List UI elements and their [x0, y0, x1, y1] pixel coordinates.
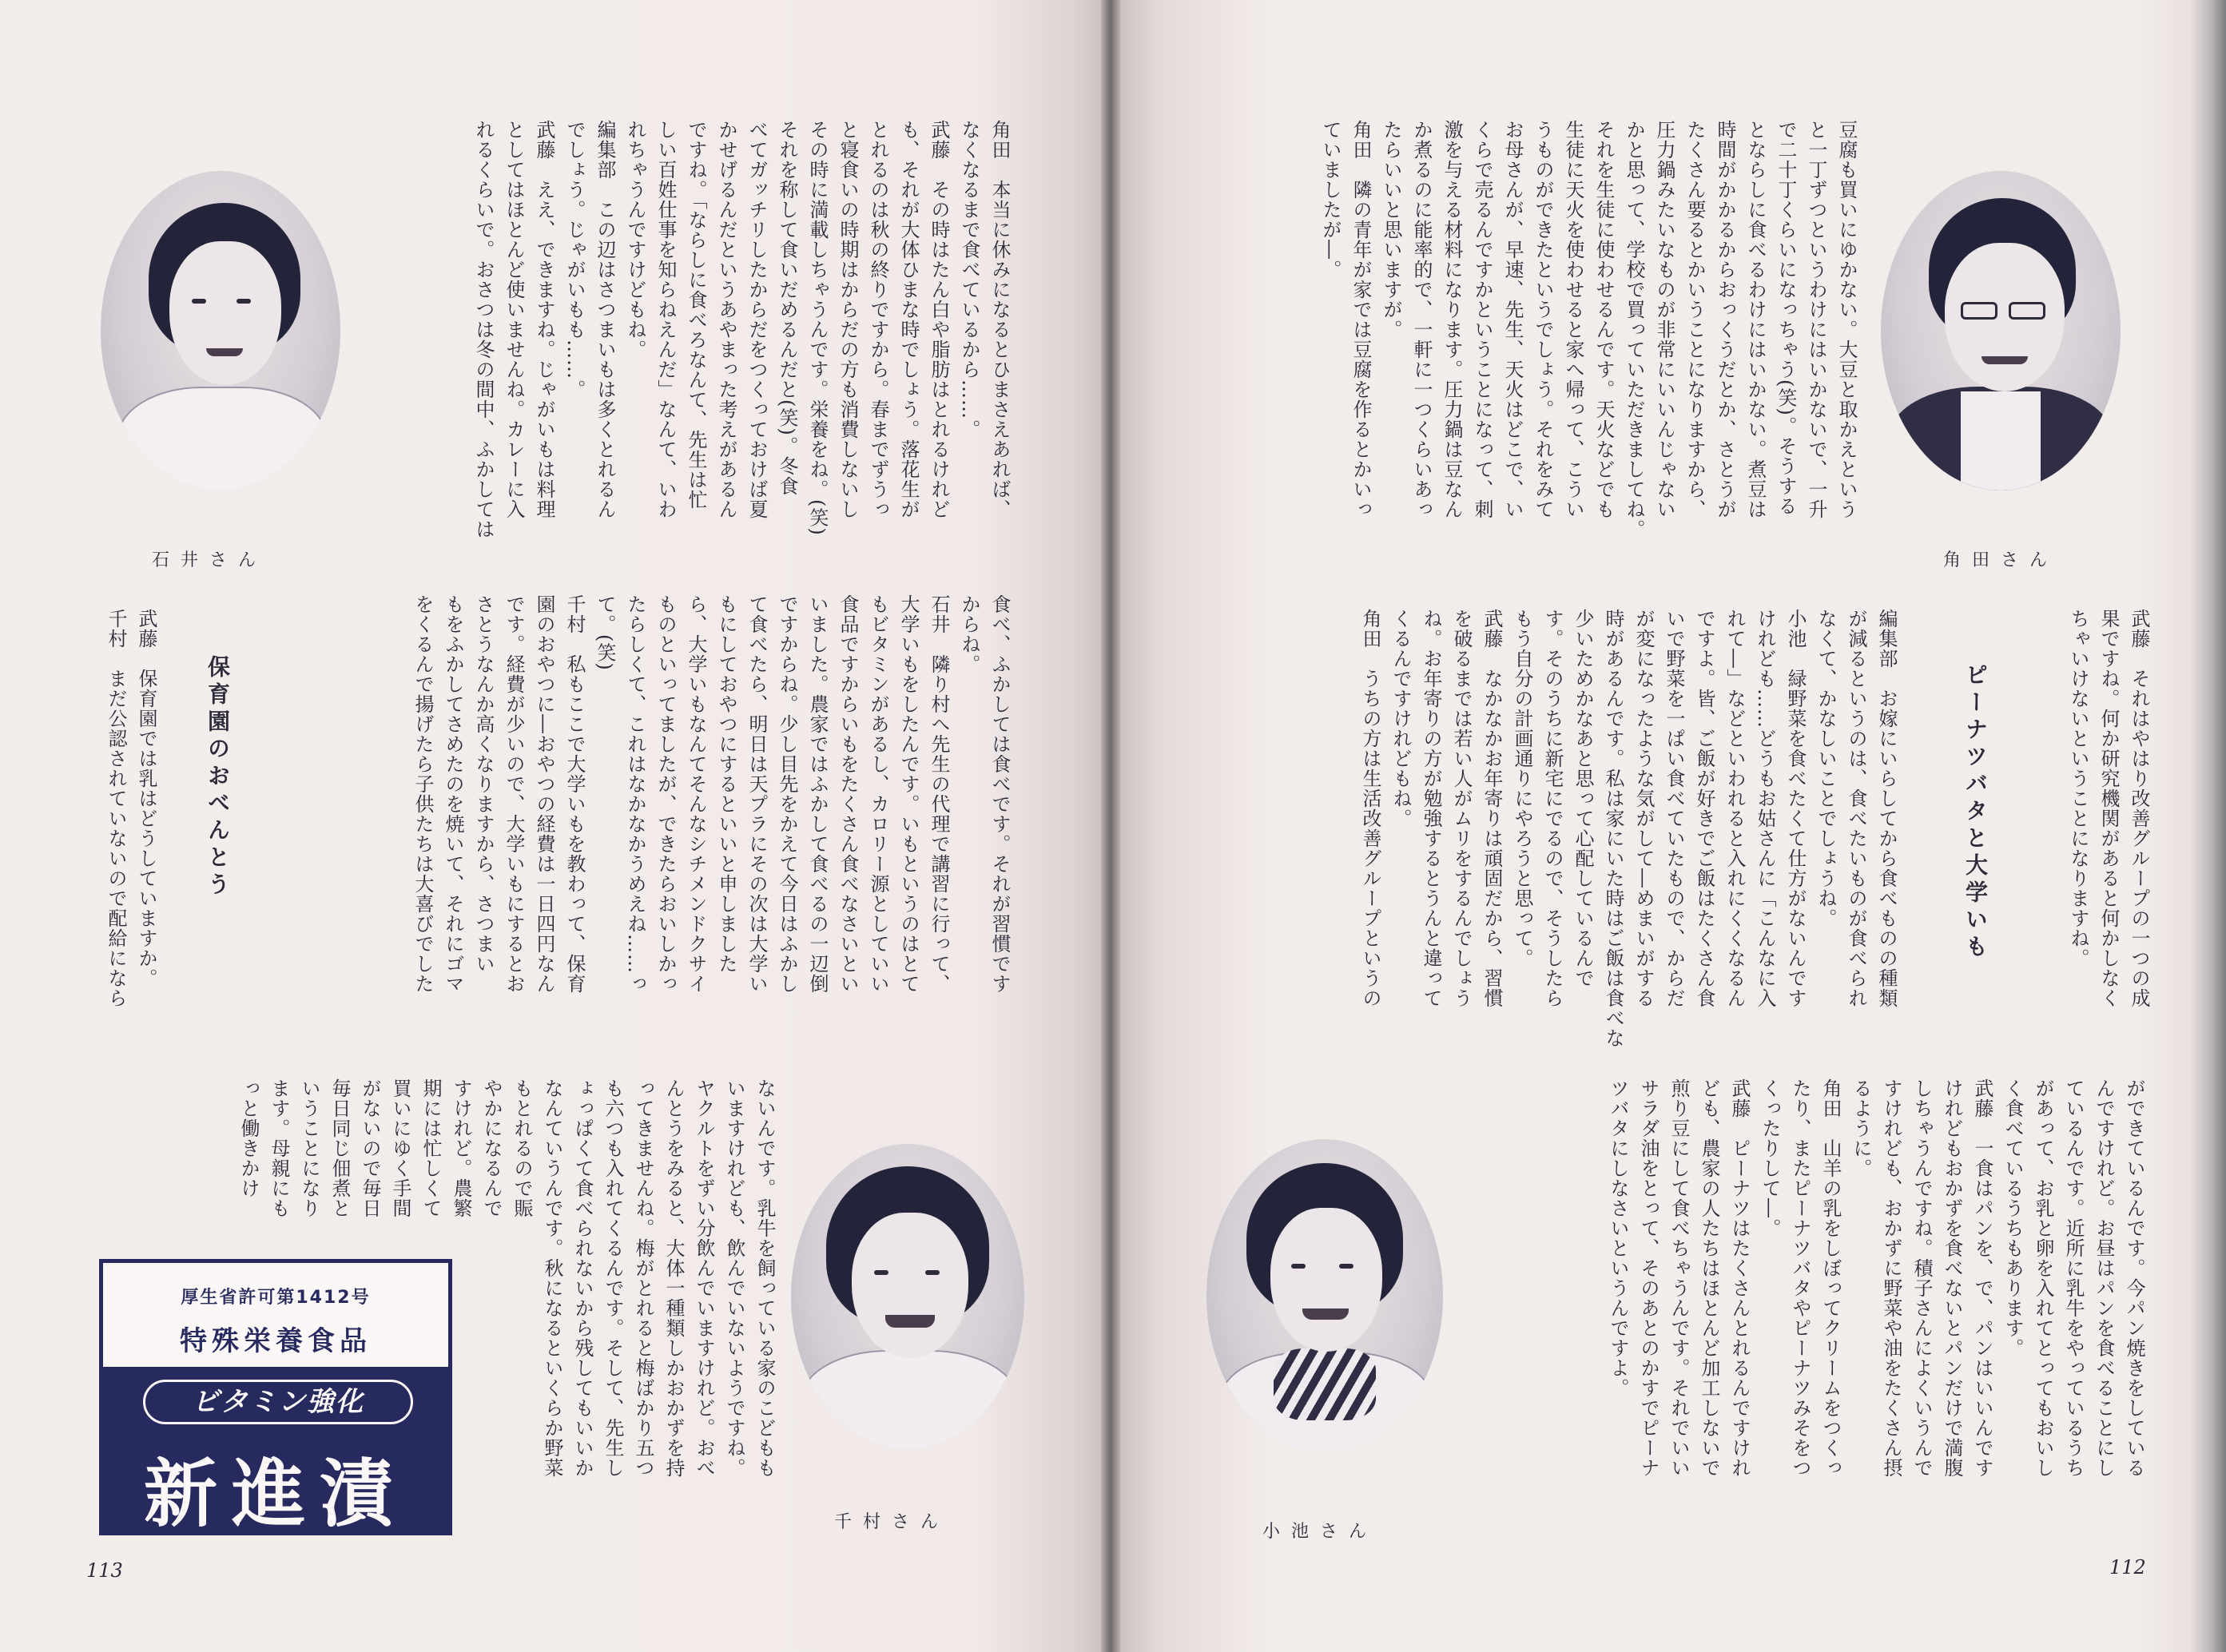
page-number-left: 113 — [86, 1559, 123, 1582]
portrait-eye — [192, 299, 206, 304]
portrait-chimura — [791, 1144, 1024, 1449]
page-number-right: 112 — [2109, 1556, 2146, 1579]
text-column-middle: 食べ、ふかしては食べです。それが習慣です からね。 石井 隣り村へ先生の代理で講習に行って、 大学いもをしたんです。いもというのはとて もビタミンがあるし、カロリー源としていい 食品ですからいもをたくさん食べなさいとい いました。農家ではふかして食べるの一辺倒 ですからね。少し目先をかえて今日はふかし て食べたら、明日は天プラにその次は大学い もにしておやつにするといいと申しました ら、大学いもなんてそんなシチメンドクサイ ものといってましたが、できたらおいしかっ たらしくて、これはなかなかうめえね……っ て。(笑) 千村 私もここで大学いもを教わって、保育 園のおやつに―おやつの経費は一日四円なん です。経費が少いので、大学いもにするとお さとうなんか高くなりますから、さつまい もをふかしてさめたのを焼いて、それにゴマ をくるんで揚げたら子供たちは大喜びでした — [411, 594, 1011, 994]
portrait-glasses — [2009, 302, 2045, 320]
portrait-face — [1270, 1208, 1382, 1352]
text-column-top: 豆腐も買いにゆかない。大豆と取かえという と一丁ずつというわけにはいかないで、一升 で二十丁くらいになっちゃう(笑)。そうする とならしに食べるわけにはいかない。煮豆は 時間がかかるからおっくうだとか、さとうが たくさん要るとかいうことになりますから、 圧力鍋みたいなものが非常にいいんじゃない かと思って、学校で買っていただきましてね。 それを生徒に使わせるんです。天火などでも 生徒に天火を使わせると家へ帰って、こうい うものができたというでしょう。それをみて お母さんが、早速、先生、天火はどこで、い くらで売るんですかということになって、刺 激を与える材料になります。圧力鍋は豆なん か煮るのに能率的で、一軒に一つくらいあっ たらいいと思いますが。 角田 隣の青年が家では豆腐を作るとかいっ ていましたが―。 — [1319, 120, 1858, 539]
ad-permit-number: 厚生省許可第1412号 — [181, 1288, 371, 1308]
portrait-glasses — [1961, 302, 1997, 320]
portrait-mouth — [1982, 356, 2028, 364]
portrait-face — [852, 1213, 968, 1358]
portrait-eye — [874, 1270, 888, 1275]
portrait-koike — [1206, 1139, 1443, 1452]
portrait-tsunoda — [1881, 171, 2121, 490]
caption-koike: 小池さん — [1262, 1522, 1378, 1542]
caption-ishii: 石井さん — [152, 550, 268, 570]
portrait-collar — [1961, 391, 2041, 490]
section-heading-nursery-lunch: 保育園のおべんとう — [205, 655, 231, 899]
portrait-eye — [1291, 1264, 1306, 1269]
portrait-clothing — [799, 1350, 1020, 1449]
portrait-eye — [925, 1270, 940, 1275]
portrait-clothing — [117, 387, 328, 490]
ad-brand-name: 新進漬 — [143, 1451, 407, 1537]
ad-slogan: ビタミン強化 — [143, 1380, 413, 1424]
page-edge — [2191, 0, 2226, 1652]
portrait-scarf — [1274, 1348, 1376, 1420]
text-column-bottom: ができているんです。今パン焼きをしている んですけれど。お昼はパンを食べることにし ているんです。近所に乳牛をやっているうち があって、お乳と卵を入れてとってもおいし く食べているうちもあります。 武藤 一食はパンを、で、パンはいいんです けれどもおかずを食べないとパンだけで満腹 しちゃうんですね。積子さんによくいうんで すけれども、おかずに野菜や油をたくさん摂 るように。 角田 山羊の乳をしぼってクリームをつくっ たり、またピーナツバタやピーナツみそをつ くったりして―。 武藤 ピーナツはたくさんとれるんですけれ ども、農家の人たちはほとんど加工しないで 煎り豆にして食べちゃうんです。それでいい サラダ油をとって、そのあとのかすでピーナ ツバタにしなさいというんですよ。 — [1607, 1078, 2145, 1478]
text-column-middle-dialogue: 武藤 保育園では乳はどうしていますか。 千村 まだ公認されていないので配給になら — [105, 609, 157, 1008]
ad-category: 特殊栄養食品 — [180, 1325, 372, 1357]
caption-tsunoda: 角田さん — [1943, 550, 2059, 570]
advertisement-shinshinzuke — [99, 1259, 452, 1535]
portrait-eye — [1339, 1264, 1353, 1269]
text-column-middle: 編集部 お嫁にいらしてから食べものの種類 が減るというのは、食べたいものが食べられ なくて、かなしいことでしょうね。 小池 緑野菜を食べたくて仕方がないんです けれども……どうもお姑さんに「こんなに入 れて―」などといわれると入れにくくなるん ですよ。皆、ご飯が好きでご飯はたくさん食 いで野菜を一ぱい食べていたもので、からだ が変になったような気がして―めまいがする 時があるんです。私は家にいた時はご飯は食べな 少いためかなあと思って心配しているんで す。そのうちに新宅にでるので、そうしたら もう自分の計画通りにやろうと思って。 武藤 なかなかお年寄りは頑固だから、習慣 を破るまでは若い人がムリをするんでしょう ね。お年寄りの方が勉強するとうんと違って くるんですけれどもね。 角田 うちの方は生活改善グループというの — [1359, 609, 1898, 1048]
book-gutter — [1101, 0, 1120, 1652]
portrait-ishii — [101, 171, 340, 490]
portrait-face — [169, 241, 281, 385]
portrait-mouth — [206, 348, 243, 356]
portrait-mouth — [1302, 1308, 1349, 1320]
portrait-mouth — [885, 1315, 935, 1328]
text-column-middle-first: 武藤 それはやはり改善グループの一つの成 果ですね。何か研究機関があると何かしなく ちゃいけないということになりますね。 — [2067, 609, 2150, 1008]
caption-chimura: 千村さん — [834, 1512, 950, 1532]
section-heading-peanut-butter: ピーナツバタと大学いも — [1962, 663, 1989, 962]
text-column-top: 角田 本当に休みになるとひまさえあれば、 なくなるまで食べているから……。 武藤 その時はたん白や脂肪はとれるけれど も、それが大体ひまな時でしょう。落花生が とれるのは秋の終りですから。春までずうっ と寝食いの時期はからだの方も消費しないし その時に満載しちゃうんです。栄養をね。(笑) それを称して食いだめるんだと(笑)。冬食 べてガッチリしたからだをつくっておけば夏 かせげるんだというあやまった考えがあるん ですね。「ならしに食べろなんて、先生は忙 しい百姓仕事を知らねえんだ」なんて、いわ れちゃうんですけどもね。 編集部 この辺はさつまいもは多くとれるん でしょう。じゃがいもも……。 武藤 ええ、できますね。じゃがいもは料理 としてはほとんど使いませんね。カレーに入 れるくらいで。おさつは冬の間中、ふかしては — [472, 120, 1011, 539]
text-column-bottom: ないんです。乳牛を飼っている家のこどもも いますけれども、飲んでいないようですね。 ヤクルトをずい分飲んでいますけれど。おべ んとうをみると、大体一種類しかおかずを持 ってきませんね。梅がとれると梅ばかり五つ も六つも入れてくるんです。そして、先生し ょっぱくて食べられないから残してもいいか なんていうんです。秋になるといくらか野菜 もとれるので賑 やかになるんで すけれど。農繁 期には忙しくて 買いにゆく手間 がないので毎日 毎日同じ佃煮と いうことになり ます。母親にも っと働きかけ — [237, 1078, 776, 1478]
portrait-eye — [237, 299, 251, 304]
